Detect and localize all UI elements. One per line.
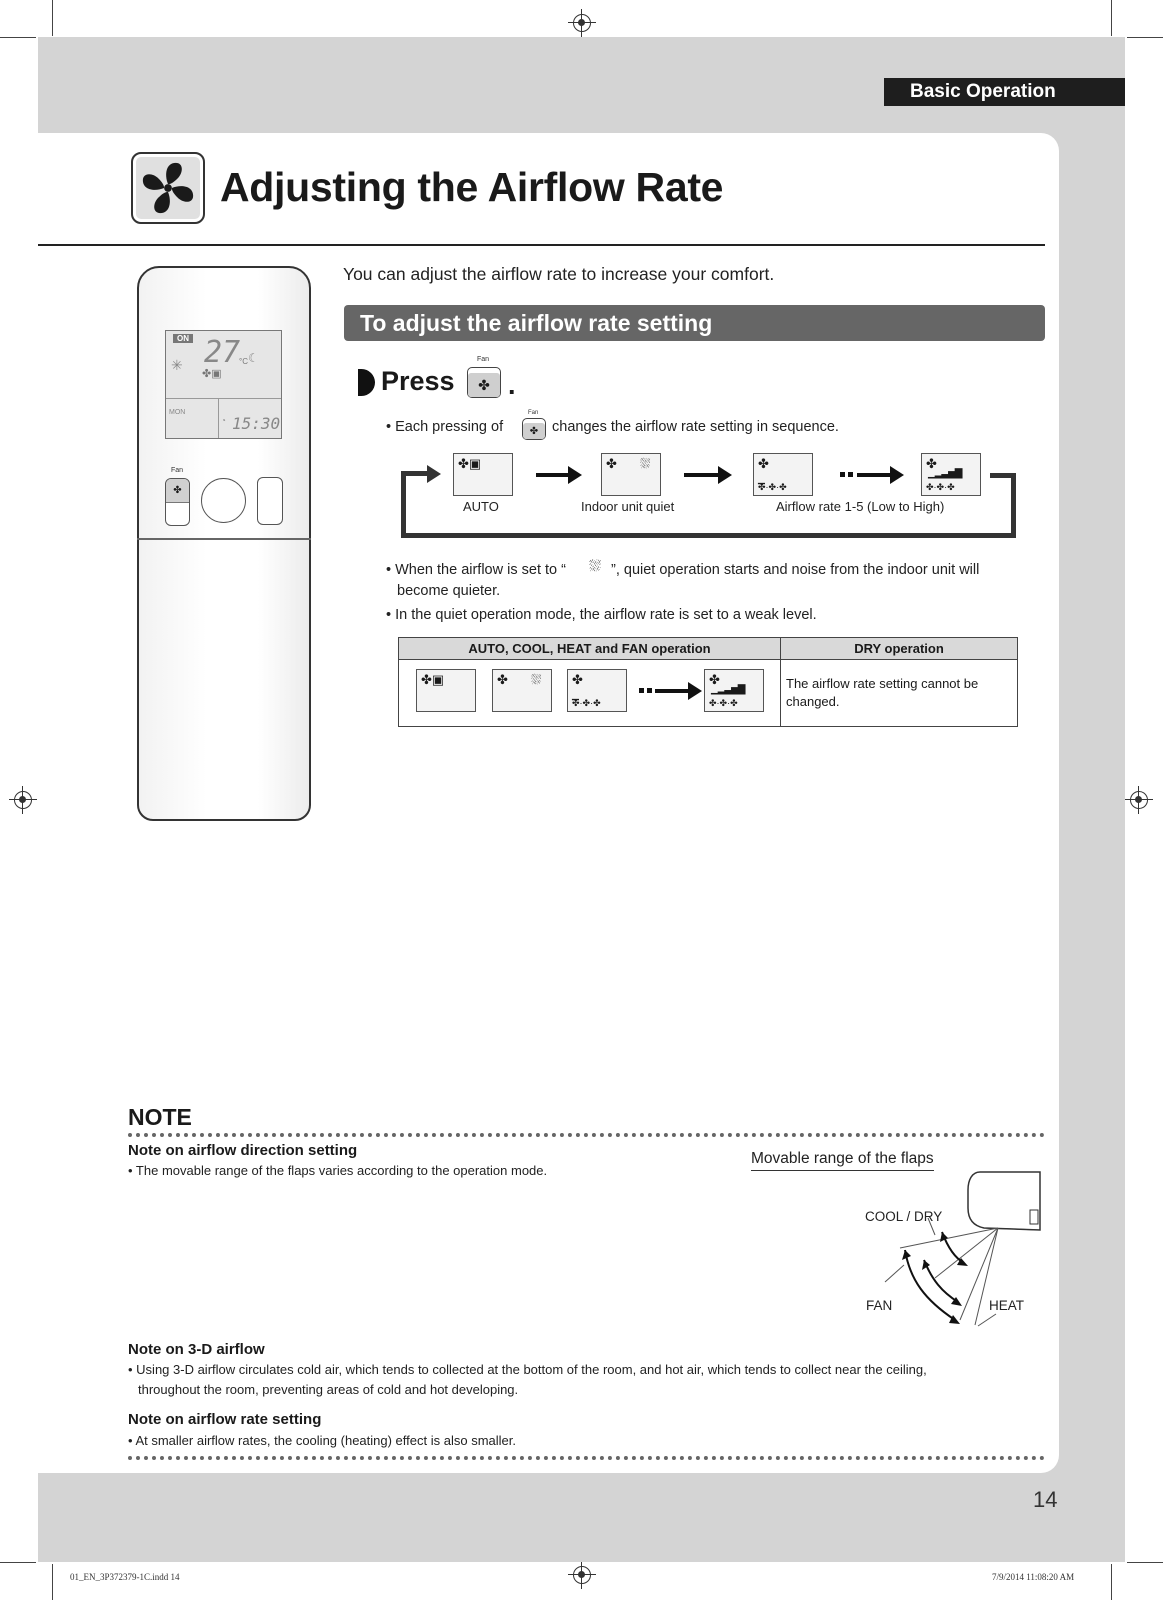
sequence-arrow (536, 473, 571, 477)
footer-timestamp: 7/9/2014 11:08:20 AM (992, 1572, 1075, 1582)
dry-text-line1: The airflow rate setting cannot be (786, 676, 979, 691)
crop-mark (1111, 1564, 1112, 1600)
quiet-icon: ⛆ (640, 456, 651, 471)
table-arrow (655, 689, 691, 693)
fan-icon (131, 152, 205, 224)
flap-label-heat: HEAT (989, 1298, 1025, 1313)
fan-icon: ✤ (758, 456, 769, 471)
fan-small-icon: ✤·✤·✤ (926, 482, 955, 492)
fan-icon: ✤ (173, 485, 182, 496)
bullet-sequence-post: changes the airflow rate setting in sequence. (552, 419, 839, 435)
fan-auto-icon: ✤▣ (421, 672, 445, 687)
note-title: NOTE (128, 1104, 192, 1130)
bullet-quiet-cont: become quieter. (397, 583, 501, 599)
table-display-rate-high (704, 669, 764, 712)
fan-icon: ✤ (478, 376, 490, 393)
flap-label-fan: FAN (866, 1298, 893, 1313)
fan-icon: ✤ (606, 456, 617, 471)
loop-frame (990, 473, 1016, 478)
crop-mark (0, 37, 36, 38)
crop-mark (52, 1564, 53, 1600)
loop-frame (1011, 473, 1016, 538)
registration-mark (573, 14, 591, 32)
dry-text-line2: changed. (786, 694, 840, 709)
sequence-display-rate-high (921, 453, 981, 496)
note-3d-body-line2: throughout the room, preventing areas of cold and hot developing. (138, 1382, 519, 1397)
crop-mark (52, 0, 53, 36)
table-ellipsis (639, 688, 652, 693)
note-3d-body-line1: • Using 3-D airflow circulates cold air, which tends to collected at the bottom of the room, and hot air, which tends to collect near the ceiling, (128, 1362, 927, 1377)
fan-small-icon: ✤·✤·✤ (572, 698, 601, 708)
fan-icon: ✤ (926, 456, 937, 471)
flap-label-cool-dry: COOL / DRY (865, 1209, 943, 1224)
lcd-divider (166, 398, 281, 399)
table-cell-sequence (399, 660, 781, 727)
note-direction-heading: Note on airflow direction setting (128, 1142, 358, 1159)
note-3d-heading: Note on 3-D airflow (128, 1341, 265, 1358)
lcd-unit: °C (239, 357, 248, 366)
fan-icon: ✤ (572, 672, 583, 687)
sequence-display-quiet (601, 453, 661, 496)
note-rate-heading: Note on airflow rate setting (128, 1411, 322, 1428)
fan-icon: ✤ (529, 425, 539, 437)
quiet-icon: ⛆ (589, 558, 602, 575)
moon-icon: ☾ (248, 351, 259, 365)
sequence-display-auto (453, 453, 513, 496)
sequence-arrow (857, 473, 893, 477)
crop-mark (1127, 37, 1163, 38)
mode-table (398, 637, 1018, 727)
fan-button-icon (522, 418, 546, 440)
table-cell-dry (781, 660, 1018, 727)
intro-text: You can adjust the airflow rate to increase your comfort. (343, 264, 775, 284)
caption-auto: AUTO (463, 499, 499, 514)
loop-frame (401, 471, 429, 476)
table-display-auto (416, 669, 476, 712)
bullet-quiet-post: ”, quiet operation starts and noise from the indoor unit will (611, 562, 980, 578)
note-rate-body: • At smaller airflow rates, the cooling (heating) effect is also smaller. (128, 1433, 516, 1448)
fan-auto-icon: ✤▣ (458, 456, 482, 471)
flaps-title: Movable range of the flaps (751, 1150, 934, 1171)
fan-key-label: Fan (528, 410, 539, 416)
crop-mark (0, 1562, 36, 1563)
section-tag: Basic Operation (884, 78, 1125, 106)
flap-range-diagram (880, 1150, 1050, 1340)
caption-quiet: Indoor unit quiet (581, 499, 675, 514)
lcd-day: MON (169, 409, 186, 416)
fan-key-label: Fan (477, 356, 490, 363)
fan-small-icon: ✤·✤·✤ (758, 482, 787, 492)
fan-button-icon (467, 367, 501, 398)
table-display-rate-low (567, 669, 627, 712)
sequence-display-rate-low (753, 453, 813, 496)
page-title: Adjusting the Airflow Rate (220, 164, 724, 210)
remote-side-button (257, 477, 283, 525)
subheading-bar: To adjust the airflow rate setting (344, 305, 1045, 341)
remote-fan-button (165, 478, 190, 526)
rate-bars-icon: ▁▂▃▅▇ (928, 468, 962, 479)
remote-lcd (165, 330, 282, 439)
table-display-quiet (492, 669, 552, 712)
loop-frame (401, 471, 406, 538)
quiet-icon: ⛆ (531, 672, 542, 687)
page-number: 14 (1033, 1487, 1058, 1512)
lcd-temperature: 27 (204, 335, 241, 370)
clock-icon: ◔ (221, 416, 226, 425)
lcd-on-indicator: ON (173, 334, 193, 343)
table-header-modes: AUTO, COOL, HEAT and FAN operation (399, 638, 781, 660)
fan-small-icon: ✤·✤·✤ (709, 698, 738, 708)
sequence-ellipsis (840, 472, 853, 477)
rate-bars-icon: ▁ (572, 690, 579, 700)
loop-frame (401, 533, 1016, 538)
note-divider (128, 1133, 1045, 1137)
crop-mark (1111, 0, 1112, 36)
note-divider (128, 1456, 1045, 1460)
rate-bars-icon: ▁▂▃▅▇ (711, 684, 745, 695)
lcd-time: 15:30 (232, 414, 281, 433)
caption-rate: Airflow rate 1-5 (Low to High) (776, 499, 945, 514)
snowflake-icon: ✳ (171, 357, 183, 373)
title-divider (38, 244, 1045, 246)
bullet-quiet-pre: • When the airflow is set to “ (386, 562, 566, 578)
remote-round-button (201, 478, 246, 523)
crop-mark (1127, 1562, 1163, 1563)
fan-icon: ✤ (497, 672, 508, 687)
remote-fan-label: Fan (171, 467, 184, 474)
bullet-weak-level: • In the quiet operation mode, the airflow rate is set to a weak level. (386, 607, 817, 623)
lcd-divider (218, 398, 219, 438)
bullet-sequence-pre: • Each pressing of (386, 419, 504, 435)
footer-file: 01_EN_3P372379-1C.indd 14 (70, 1572, 180, 1582)
fan-auto-icon: ✤▣ (202, 368, 222, 380)
loop-arrowhead (427, 465, 441, 483)
table-header-dry: DRY operation (781, 638, 1018, 660)
press-label: Press (381, 366, 455, 396)
fan-icon: ✤ (709, 672, 720, 687)
registration-mark (1130, 791, 1148, 809)
press-period: . (508, 370, 516, 400)
sequence-arrow (684, 473, 721, 477)
remote-cover-line (137, 538, 311, 540)
note-direction-body: • The movable range of the flaps varies according to the operation mode. (128, 1163, 548, 1178)
registration-mark (14, 791, 32, 809)
rate-bars-icon: ▁ (758, 474, 765, 484)
registration-mark (573, 1566, 591, 1584)
